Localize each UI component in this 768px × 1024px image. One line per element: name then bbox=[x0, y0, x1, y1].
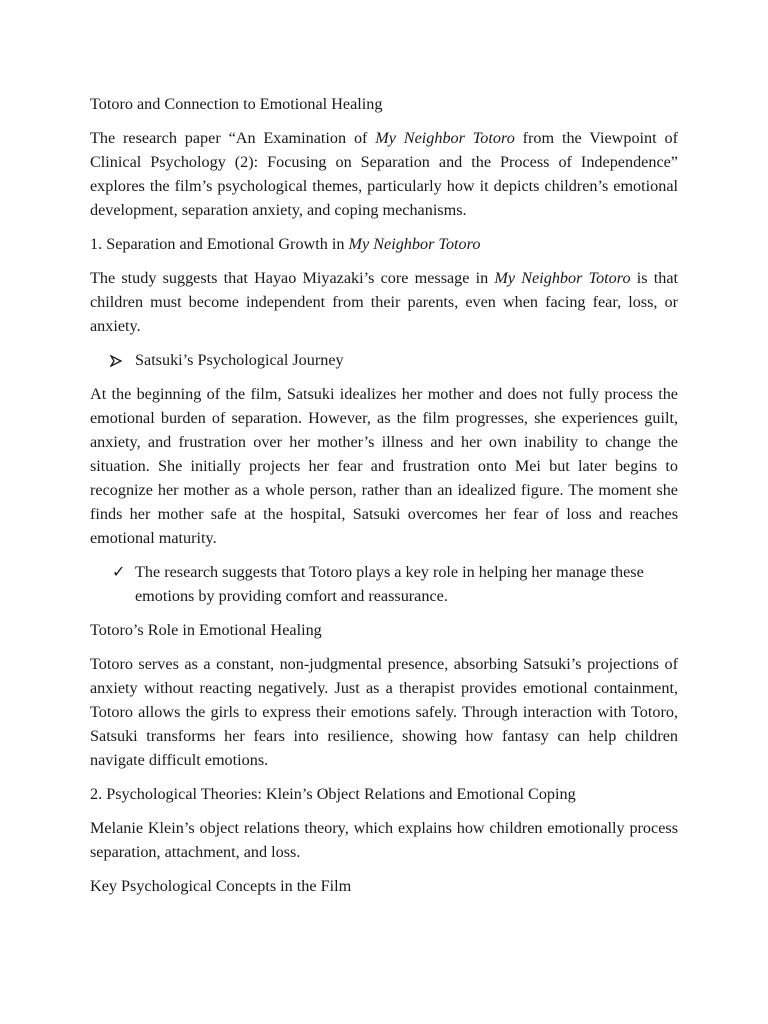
section1-heading-film-title: My Neighbor Totoro bbox=[348, 235, 481, 253]
role-paragraph: Totoro serves as a constant, non-judgmental presence, absorbing Satsuki’s projections of anxiety without reacting negatively. Just as a therapist provides emotional containment, Totoro allows the girls to express their emotions safely. Through interaction with Totoro, Satsuki transforms her fears into resilience, showing how fantasy can help children navigate difficult emotions. bbox=[90, 655, 678, 769]
checkmark-icon: ✓ bbox=[112, 563, 126, 581]
intro-text-before: The research paper “An Examination of bbox=[90, 129, 376, 147]
section2-paragraph: Melanie Klein’s object relations theory, which explains how children emotionally process separation, attachment, and loss. bbox=[90, 819, 678, 861]
intro-text-after: from the Viewpoint of Clinical Psychology (2): Focusing on Separation and the Process of Independence” explores the film’s psychological themes, particularly how it depicts children’s emotional development, separation anxiety, and coping mechanisms. bbox=[90, 129, 678, 219]
intro-paragraph bbox=[90, 126, 678, 222]
section1-text-after: is that children must become independent from their parents, even when facing fear, loss, or anxiety. bbox=[90, 269, 678, 335]
arrow-bullet-icon bbox=[110, 348, 128, 372]
section1-text-before: The study suggests that Hayao Miyazaki’s core message in bbox=[90, 269, 495, 287]
section1-paragraph bbox=[90, 266, 678, 338]
section1-heading-prefix: 1. Separation and Emotional Growth in bbox=[90, 235, 349, 253]
check-bullet-text: The research suggests that Totoro plays a key role in helping her manage these emotions by providing comfort and reassurance. bbox=[135, 563, 644, 605]
section1-heading bbox=[90, 232, 678, 256]
arrow-bullet-text: Satsuki’s Psychological Journey bbox=[135, 351, 344, 369]
section1-film-title: My Neighbor Totoro bbox=[494, 269, 631, 287]
document-title: Totoro and Connection to Emotional Healing bbox=[90, 95, 383, 113]
arrow-bullet-item bbox=[90, 348, 678, 372]
journey-paragraph: At the beginning of the film, Satsuki idealizes her mother and does not fully process the emotional burden of separation. However, as the film progresses, she experiences guilt, anxiety, and frustration over her mother’s illness and her own inability to change the situation. She initially projects her fear and frustration onto Mei but later begins to recognize her mother as a whole person, rather than an idealized figure. The moment she finds her mother safe at the hospital, Satsuki overcomes her fear of loss and reaches emotional maturity. bbox=[90, 385, 678, 547]
concepts-heading: Key Psychological Concepts in the Film bbox=[90, 877, 352, 895]
document-page bbox=[90, 92, 678, 908]
check-bullet-item bbox=[90, 560, 678, 608]
section2-heading: 2. Psychological Theories: Klein’s Object Relations and Emotional Coping bbox=[90, 785, 576, 803]
intro-film-title: My Neighbor Totoro bbox=[375, 129, 515, 147]
role-heading: Totoro’s Role in Emotional Healing bbox=[90, 621, 322, 639]
